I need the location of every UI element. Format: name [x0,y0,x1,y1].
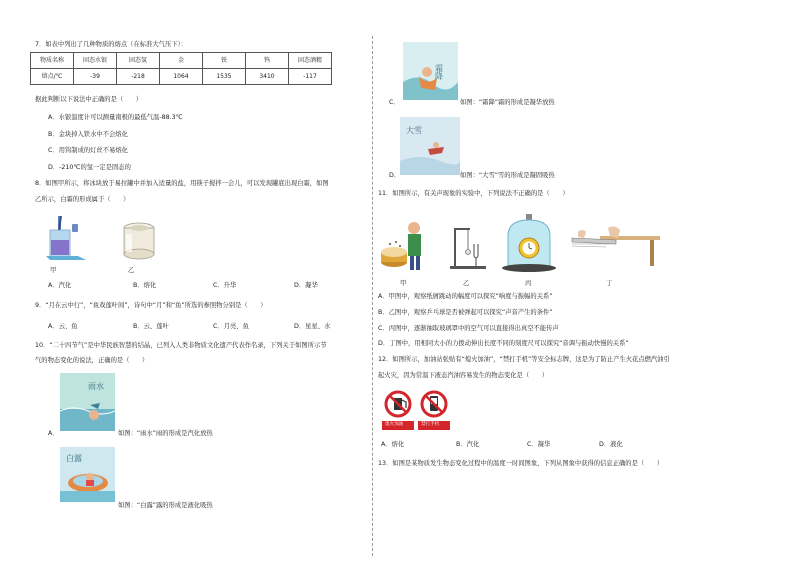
q9-option-c: C．月亮、鱼 [213,323,249,330]
q10-option-a-text: 如图：“雨水”雨的形成是汽化放热 [118,430,213,437]
q13-stem: 13．如图是某物质发生物态变化过程中的温度一时间图象，下列从图象中获得的信息正确的是（ ） [378,460,664,467]
q12-option-b: B．汽化 [456,441,480,448]
rain-water-image [60,373,115,431]
table-cell: -218 [117,69,160,85]
q7-option-c: C．用钨制成的灯丝不易熔化 [48,147,128,154]
q8-option-d: D．凝华 [294,282,318,289]
q11-label-bing: 丙 [525,280,532,287]
heavy-snow-image [400,117,460,175]
table-cell: -117 [289,69,332,85]
table-cell: 1064 [160,69,203,85]
q7-question: 据此判断以下说法中正确的是（ ） [35,96,143,103]
q8-label-yi: 乙 [128,267,135,274]
table-row [31,69,332,85]
q11-label-ding: 丁 [606,280,613,287]
table-cell: 钨 [246,53,289,69]
q12-stem-line1: 12．如图所示，加油站张贴有“熄火加油”，“禁打手机”等安全标志牌，这是为了防止产生火花点燃汽油引 [378,356,670,363]
table-cell: 固态氢 [117,53,160,69]
table-cell: 铁 [203,53,246,69]
q9-option-b: B．云、莲叶 [133,323,169,330]
q9-stem: 9．“月在云中行”，“鱼戏莲叶间”，诗句中“月”和“鱼”所选的参照物分别是（ ） [35,302,267,309]
q10-option-b-text: 如图：“白露”露的形成是液化吸热 [118,502,213,509]
q11-option-d: D．丁图中，用相同大小的力拨动伸出长度不同的刻度尺可以探究“音调与振动快慢的关系” [378,340,629,347]
q8-option-a: A．汽化 [48,282,72,289]
q12-option-c: C．凝华 [527,441,551,448]
q10-option-d-text: 如图：“大雪”雪的形成是凝固吸热 [460,172,555,179]
column-divider [372,36,373,556]
q8-stem-line2: 乙所示，白霜的形成属于（ ） [35,196,130,203]
q7-option-d: D．-210℃的氢一定是固态的 [48,164,131,171]
q7-option-a: A．水银温度计可以测量南极的最低气温-88.3℃ [48,114,183,121]
table-cell: 物质名称 [31,53,74,69]
q11-option-a: A．甲图中，观察纸屑跳动的幅度可以探究“响度与振幅的关系” [378,293,553,300]
q11-label-jia: 甲 [400,280,407,287]
q7-stem: 7．如表中列出了几种物质的熔点（在标准大气压下）： [35,41,187,48]
q8-label-jia: 甲 [50,267,57,274]
frost-descent-image-label: 霜降 [434,64,444,80]
table-cell: 熔点/℃ [31,69,74,85]
q10-stem-line1: 10．“二十四节气”是中华民族智慧的结晶，已列入人类非物质文化遗产代表作名录，下列关于如图所示节 [35,342,327,349]
drum-experiment-image [380,214,430,272]
heavy-snow-image-label: 大雪 [406,126,422,135]
q7-option-b: B．金块掉入铁水中不会熔化 [48,131,128,138]
table-cell: 1535 [203,69,246,85]
q12-option-a: A．熔化 [381,441,405,448]
q9-option-d: D．星星、水 [294,323,331,330]
q10-option-d-letter: D． [389,172,401,179]
q11-stem: 11．如图所示，有关声现象的实验中，下列说法不正确的是（ ） [378,190,569,197]
table-cell: 固态水银 [74,53,117,69]
q9-option-a: A．云、鱼 [48,323,78,330]
table-cell: -39 [74,69,117,85]
q10-option-a-letter: A． [48,430,59,437]
melting-point-table [30,52,332,85]
tuning-fork-experiment-image [440,222,492,272]
q11-label-yi: 乙 [463,280,470,287]
rain-water-image-label: 雨水 [88,382,104,391]
table-header-row [31,53,332,69]
table-cell: 金 [160,53,203,69]
q12-option-d: D．液化 [599,441,623,448]
bell-jar-experiment-image [500,212,558,274]
frost-descent-image [403,42,458,100]
q11-option-c: C．丙图中，逐渐抽取玻璃罩中的空气可以直接得出真空不能传声 [378,325,559,332]
q8-option-b: B．熔化 [133,282,157,289]
beaker-stirring-image [42,212,90,264]
frosted-can-image [118,220,160,264]
white-dew-image [60,447,115,502]
white-dew-image-label: 白露 [66,454,82,463]
q10-stem-line2: 气的物态变化的说法，正确的是（ ） [35,357,149,364]
q12-stem-line2: 起火灾，因为常温下液态汽油容易发生的物态变化是（ ） [378,372,549,379]
q10-option-c-text: 如图：“霜降”霜的形成是凝华放热 [460,99,555,106]
ruler-experiment-image [570,222,660,268]
sign2-label: 禁打手机 [421,422,440,427]
q8-option-c: C．升华 [213,282,237,289]
sign1-label: 熄火加油 [385,422,404,427]
table-cell: 3410 [246,69,289,85]
q10-option-c-letter: C． [389,99,400,106]
table-cell: 固态酒精 [289,53,332,69]
q8-stem-line1: 8．如图甲所示，将冰块放于易拉罐中并加入适量的盐，用筷子搅拌一会儿，可以发现罐底出现白霜，如图 [35,180,329,187]
q11-option-b: B．乙图中，观察乒乓球是否被弹起可以探究“声音产生的条件” [378,309,553,316]
